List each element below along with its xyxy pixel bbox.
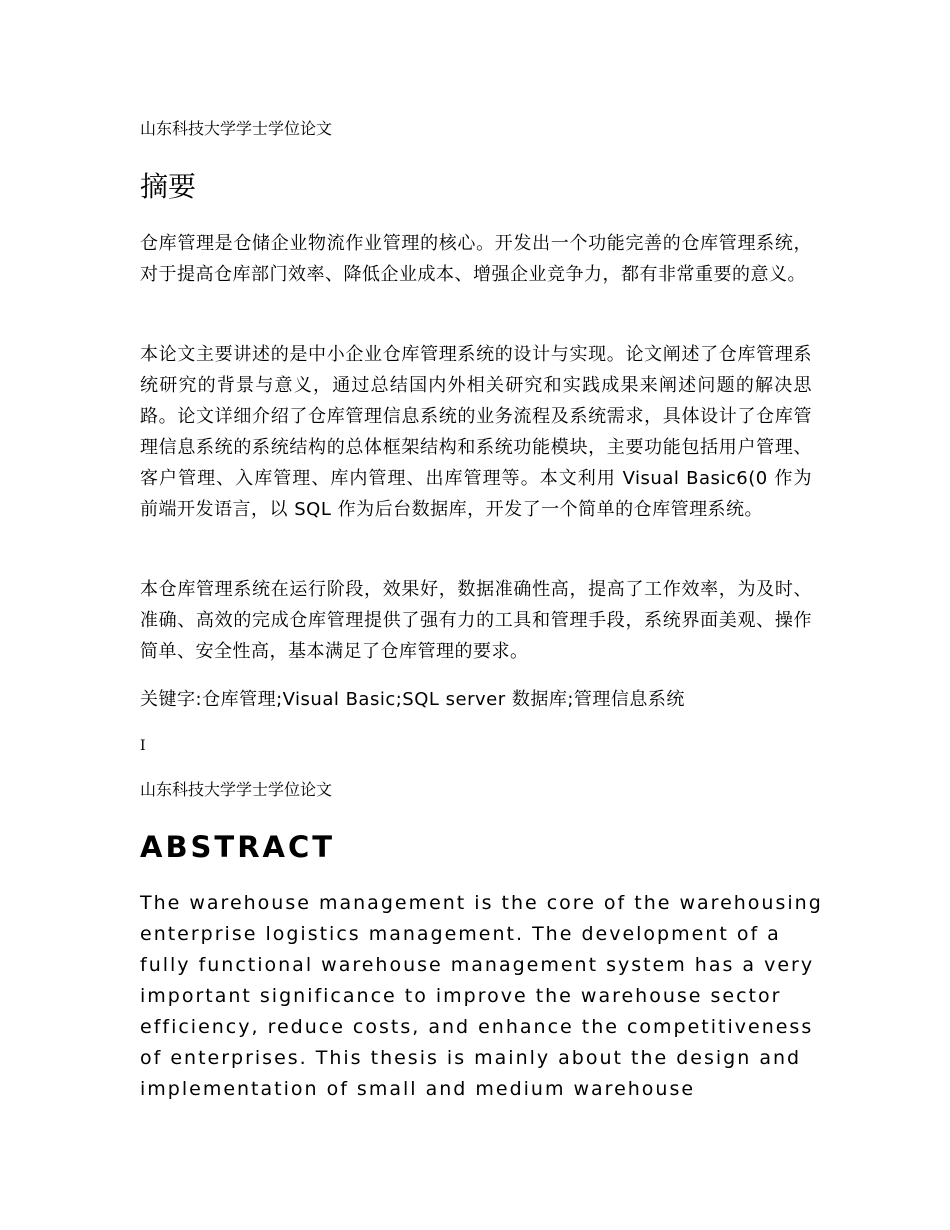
abstract-title-en: ABSTRACT (140, 830, 336, 864)
running-header: 山东科技大学学士学位论文 (140, 780, 333, 799)
keywords-line: 关键字:仓库管理;Visual Basic;SQL server 数据库;管理信息系统 (140, 689, 685, 710)
running-header: 山东科技大学学士学位论文 (140, 119, 333, 138)
abstract-paragraph-1: 仓库管理是仓储企业物流作业管理的核心。开发出一个功能完善的仓库管理系统，对于提高仓库部门效率、降低企业成本、增强企业竞争力，都有非常重要的意义。 (140, 233, 812, 285)
abstract-english-paragraph (140, 888, 823, 1105)
abstract-paragraph-3: 本仓库管理系统在运行阶段，效果好，数据准确性高，提高了工作效率，为及时、准确、高效的完成仓库管理提供了强有力的工具和管理手段，系统界面美观、操作简单、安全性高，基本满足了仓库管理的要求。 (140, 579, 812, 662)
abstract-line: efficiency, reduce costs, and enhance the competitiveness (140, 1016, 814, 1038)
abstract-line: fully functional warehouse management system has a very (140, 954, 815, 976)
abstract-paragraph-2: 本论文主要讲述的是中小企业仓库管理系统的设计与实现。论文阐述了仓库管理系统研究的背景与意义，通过总结国内外相关研究和实践成果来阐述问题的解决思路。论文详细介绍了仓库管理信息系统的业务流程及系统需求，具体设计了仓库管理信息系统的系统结构的总体框架结构和系统功能模块，主要功能包括用户管理、客户管理、入库管理、库内管理、出库管理等。本文利用 Visual Basic6(0 作为前端开发语言，以 SQL 作为后台数据库，开发了一个简单的仓库管理系统。 (140, 344, 812, 520)
abstract-line: enterprise logistics management. The development of a (140, 923, 781, 945)
page-number: I (140, 738, 146, 754)
abstract-line: The warehouse management is the core of the warehousing (140, 892, 823, 914)
abstract-title-cn: 摘要 (140, 170, 197, 203)
abstract-line: of enterprises. This thesis is mainly about the design and (140, 1047, 802, 1069)
abstract-line: implementation of small and medium warehouse (140, 1078, 696, 1100)
abstract-line: important significance to improve the warehouse sector (140, 985, 782, 1007)
